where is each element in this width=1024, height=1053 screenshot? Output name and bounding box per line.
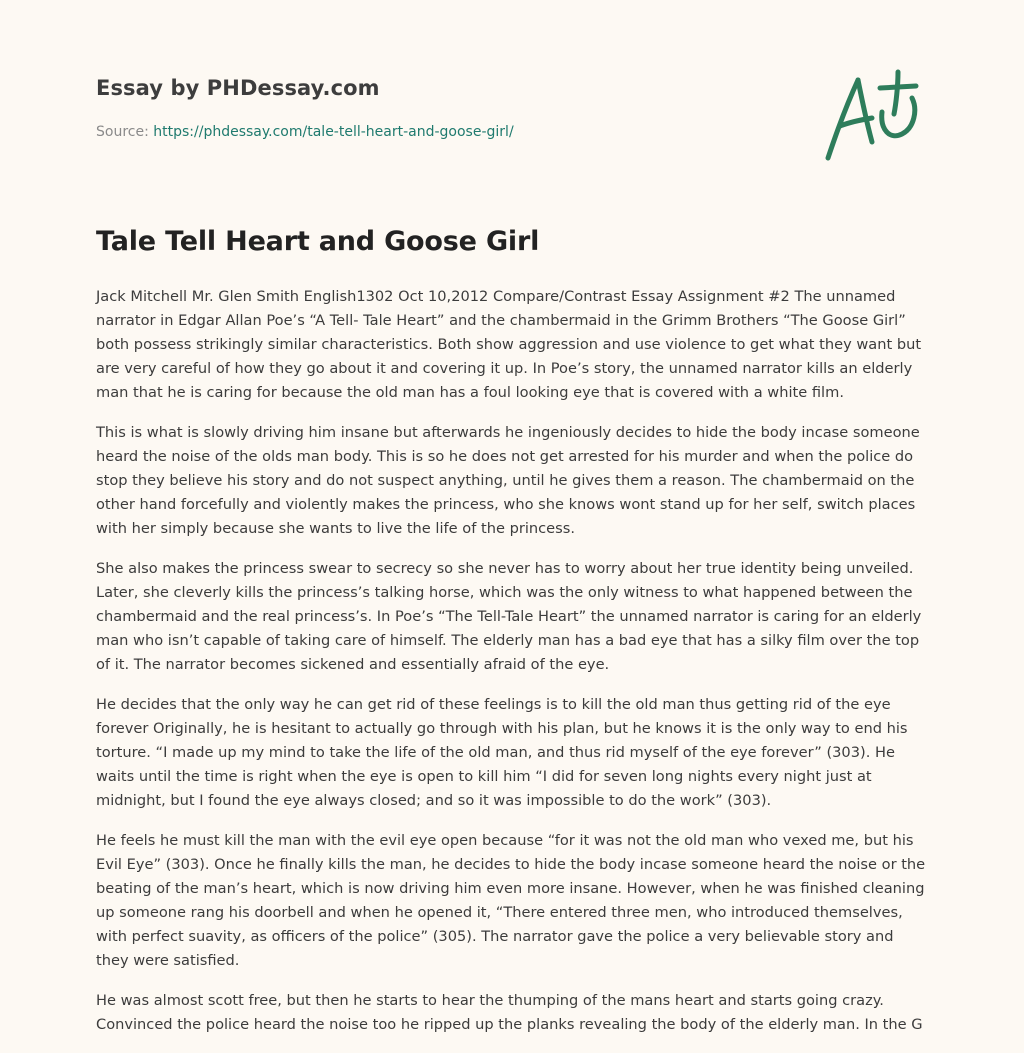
essay-paragraph: He feels he must kill the man with the evil eye open because “for it was not the old man who vexed me, but his Evil Eye” (303). Once he finally kills the man, he decides to hide the body incase someone heard the noise or the beating of the man’s heart, which is now driving him even more insane. However, when he was finished cleaning up someone rang his doorbell and when he opened it, “There entered three men, who introduced themselves, with perfect suavity, as officers of the police” (305). The narrator gave the police a very believable story and they were satisfied. bbox=[96, 832, 926, 969]
source-line bbox=[96, 124, 514, 140]
essay-paragraph: She also makes the princess swear to secrecy so she never has to worry about her true identity being unveiled. Later, she cleverly kills the princess’s talking horse, which was the only witness to what happened between the chambermaid and the real princess’s. In Poe’s “The Tell-Tale Heart” the unnamed narrator is caring for an elderly man who isn’t capable of taking care of himself. The elderly man has a bad eye that has a silky film over the top of it. The narrator becomes sickened and essentially afraid of the eye. bbox=[96, 560, 922, 673]
site-title: Essay by PHDessay.com bbox=[96, 76, 380, 100]
essay-body bbox=[96, 285, 930, 1053]
source-label: Source: bbox=[96, 124, 154, 140]
essay-paragraph: He was almost scott free, but then he starts to hear the thumping of the mans heart and starts going crazy. Convinced the police heard the noise too he ripped up the planks revealing the body of the elderly man. In the G bbox=[96, 992, 923, 1033]
site-header bbox=[96, 76, 514, 140]
essay-paragraph: This is what is slowly driving him insane but afterwards he ingeniously decides to hide the body incase someone heard the noise of the olds man body. This is so he does not get arrested for his murder and when the police do stop they believe his story and do not suspect anything, until he gives them a reason. The chambermaid on the other hand forcefully and violently makes the princess, who she knows wont stand up for her self, switch places with her simply because she wants to live the life of the princess. bbox=[96, 424, 920, 537]
source-link[interactable]: https://phdessay.com/tale-tell-heart-and-goose-girl/ bbox=[153, 124, 514, 140]
essay-paragraph: Jack Mitchell Mr. Glen Smith English1302 Oct 10,2012 Compare/Contrast Essay Assignment #2 The unnamed narrator in Edgar Allan Poe’s “A Tell- Tale Heart” and the chambermaid in the Grimm Brothers “The Goose Girl” both possess strikingly similar characteristics. Both show aggression and use violence to get what they want but are very careful of how they go about it and covering it up. In Poe’s story, the unnamed narrator kills an elderly man that he is caring for because the old man has a foul looking eye that is covered with a white film. bbox=[96, 288, 922, 401]
essay-paragraph: He decides that the only way he can get rid of these feelings is to kill the old man thus getting rid of the eye forever Originally, he is hesitant to actually go through with his plan, but he knows it is the only way to end his torture. “I made up my mind to take the life of the old man, and thus rid myself of the eye forever” (303). He waits until the time is right when the eye is open to kill him “I did for seven long nights every night just at midnight, but I found the eye always closed; and so it was impossible to do the work” (303). bbox=[96, 696, 908, 809]
essay-title: Tale Tell Heart and Goose Girl bbox=[96, 226, 540, 257]
a-plus-logo-icon bbox=[818, 64, 928, 168]
